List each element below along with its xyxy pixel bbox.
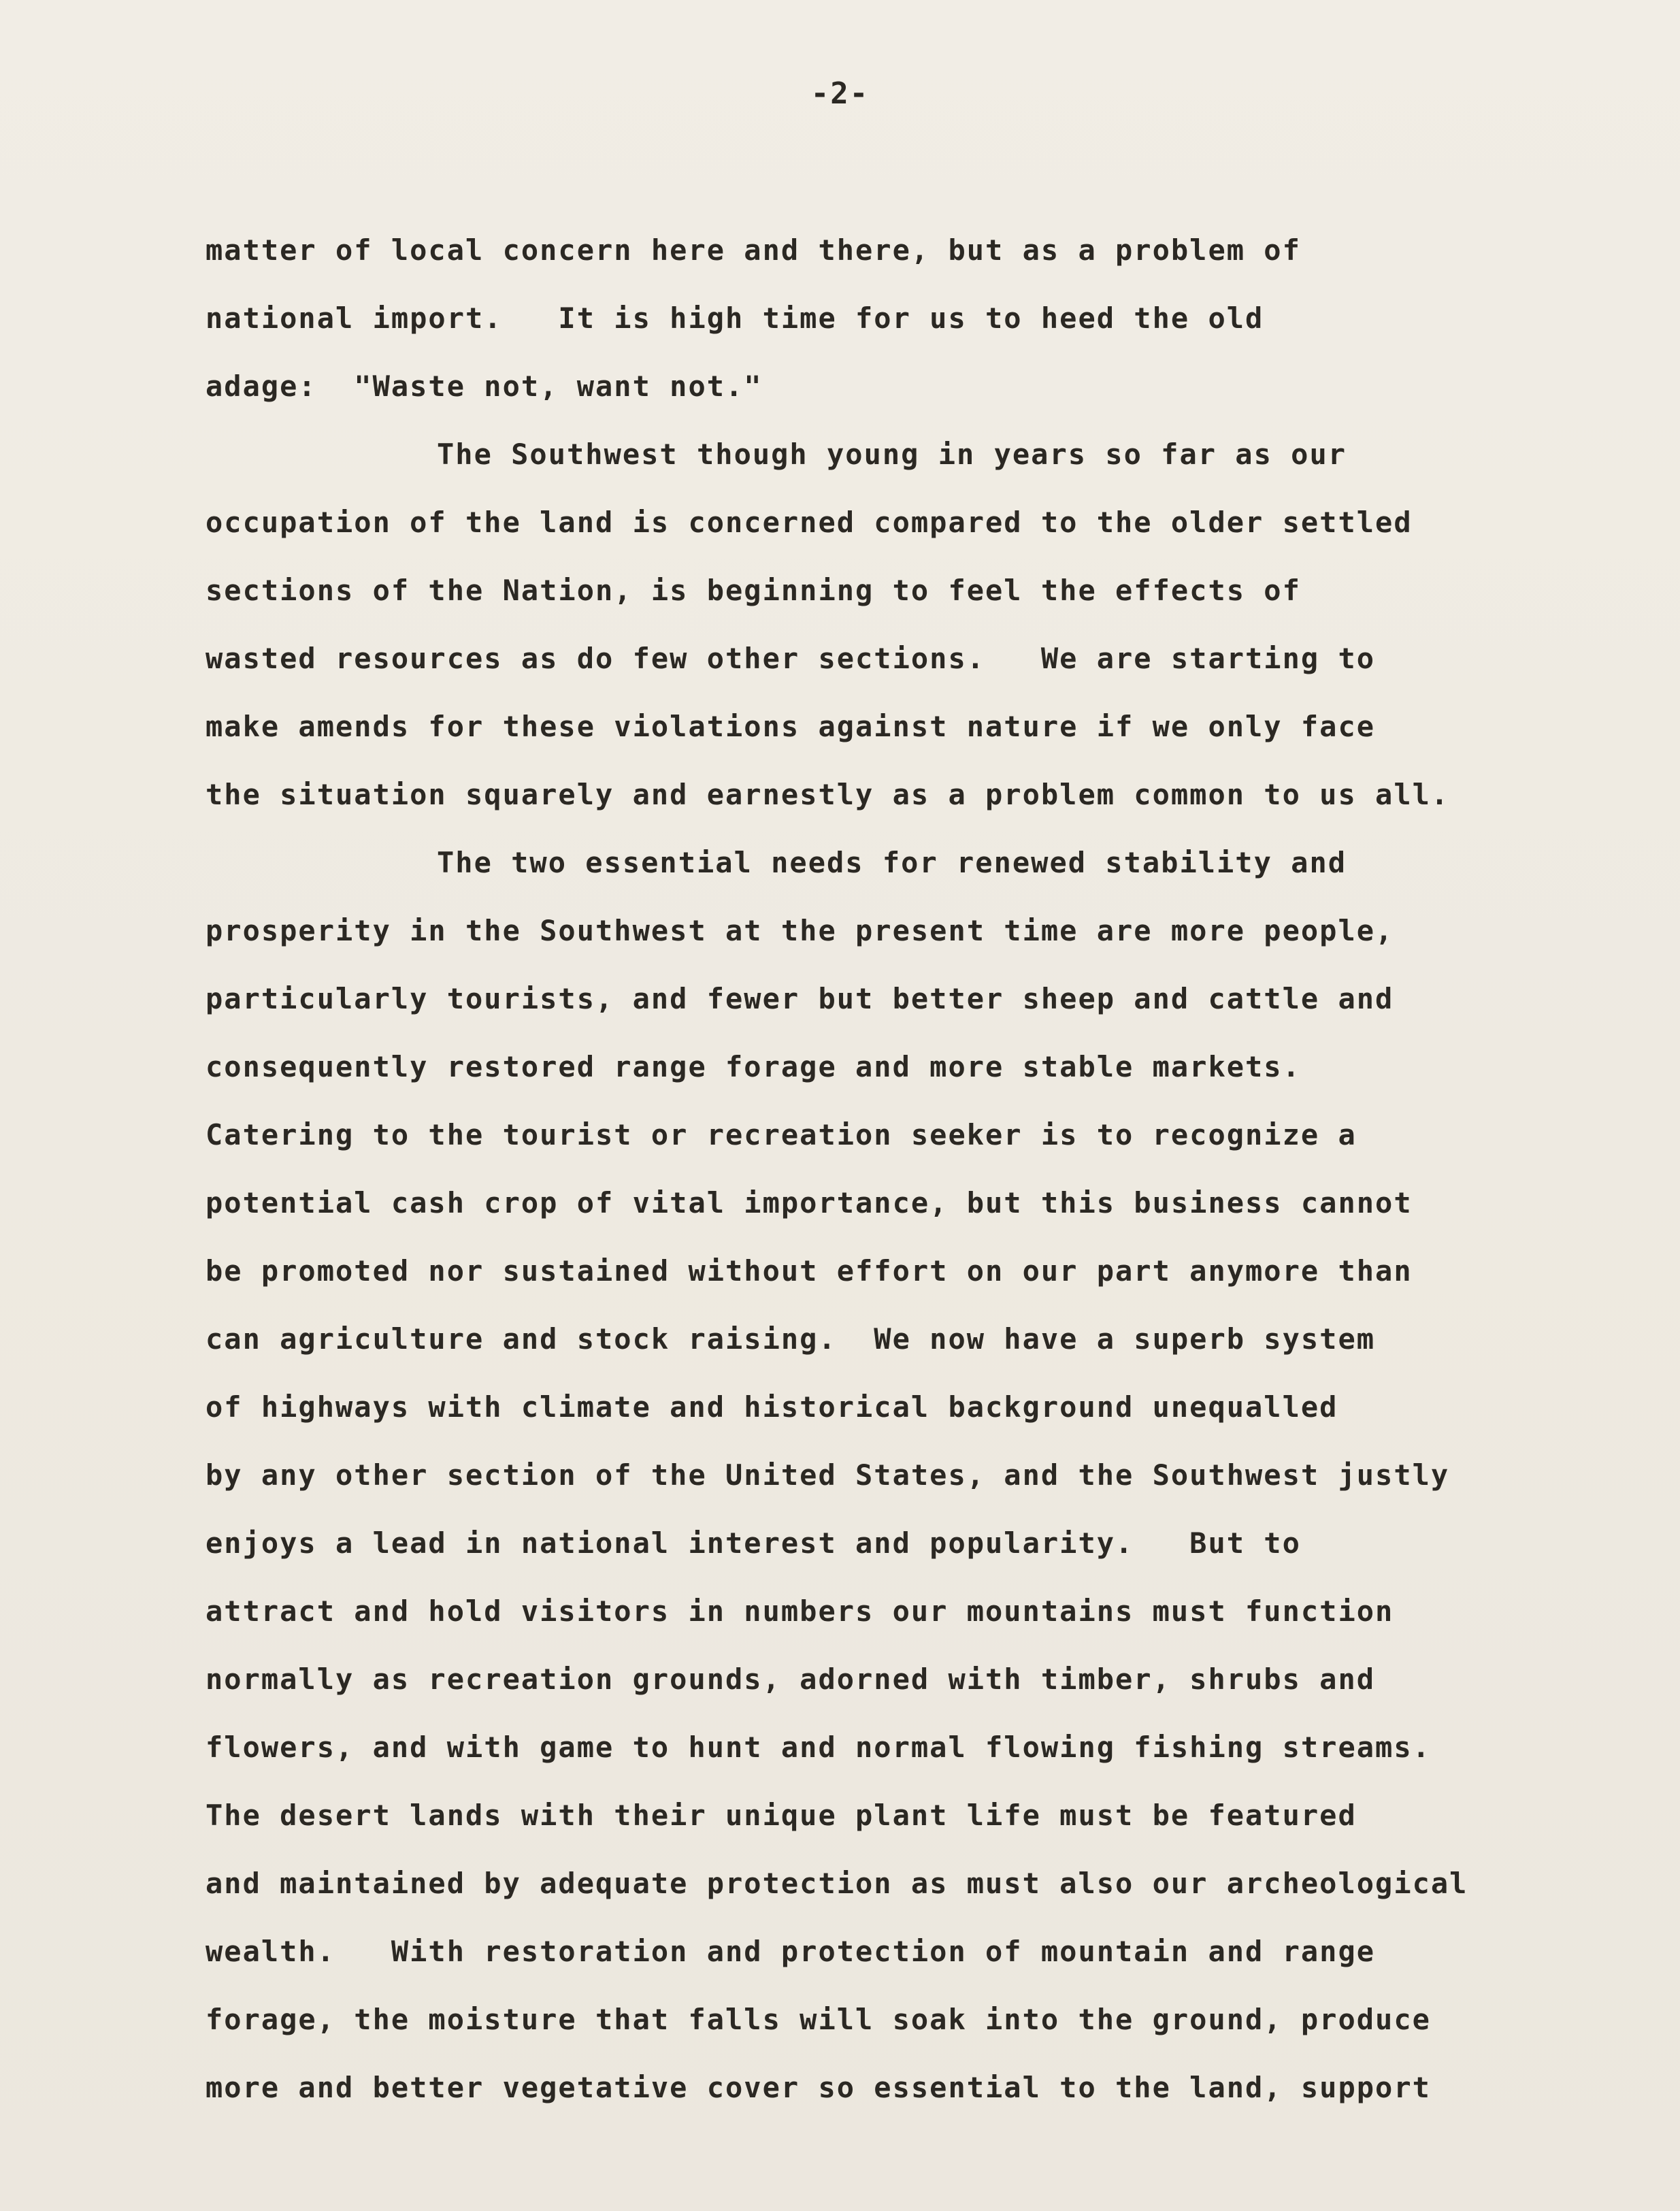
text-line: by any other section of the United States, and the Southwest justly: [205, 1458, 1450, 1492]
text-line: and maintained by adequate protection as must also our archeological: [205, 1867, 1468, 1900]
text-line: forage, the moisture that falls will soak into the ground, produce: [205, 2003, 1431, 2036]
text-line: be promoted nor sustained without effort on our part anymore than: [205, 1254, 1413, 1288]
text-line: can agriculture and stock raising. We now have a superb system: [205, 1322, 1376, 1356]
text-line: national import. It is high time for us to heed the old: [205, 301, 1264, 335]
text-line: The desert lands with their unique plant life must be featured: [205, 1799, 1357, 1832]
text-line: The two essential needs for renewed stability and: [437, 846, 1347, 879]
page-number: -2-: [810, 76, 870, 111]
text-line: sections of the Nation, is beginning to feel the effects of: [205, 574, 1301, 607]
text-line: matter of local concern here and there, but as a problem of: [205, 233, 1301, 267]
text-line: enjoys a lead in national interest and popularity. But to: [205, 1526, 1301, 1560]
text-line: normally as recreation grounds, adorned with timber, shrubs and: [205, 1663, 1376, 1696]
text-line: wasted resources as do few other sections. We are starting to: [205, 642, 1376, 675]
text-line: the situation squarely and earnestly as a problem common to us all.: [205, 778, 1450, 811]
text-line: prosperity in the Southwest at the present time are more people,: [205, 914, 1394, 947]
text-line: more and better vegetative cover so essential to the land, support: [205, 2071, 1431, 2104]
text-line: adage: "Waste not, want not.": [205, 370, 763, 403]
text-line: attract and hold visitors in numbers our mountains must function: [205, 1594, 1394, 1628]
text-line: The Southwest though young in years so far as our: [437, 438, 1347, 471]
text-line: potential cash crop of vital importance, but this business cannot: [205, 1186, 1413, 1219]
text-line: of highways with climate and historical background unequalled: [205, 1390, 1338, 1424]
text-line: wealth. With restoration and protection of mountain and range: [205, 1935, 1376, 1968]
text-line: make amends for these violations against nature if we only face: [205, 710, 1376, 743]
text-line: flowers, and with game to hunt and normal flowing fishing streams.: [205, 1731, 1431, 1764]
text-line: consequently restored range forage and more stable markets.: [205, 1050, 1301, 1083]
text-line: Catering to the tourist or recreation seeker is to recognize a: [205, 1118, 1357, 1151]
text-line: occupation of the land is concerned compared to the older settled: [205, 506, 1413, 539]
body-text: [205, 216, 1594, 2122]
text-line: particularly tourists, and fewer but better sheep and cattle and: [205, 982, 1394, 1015]
